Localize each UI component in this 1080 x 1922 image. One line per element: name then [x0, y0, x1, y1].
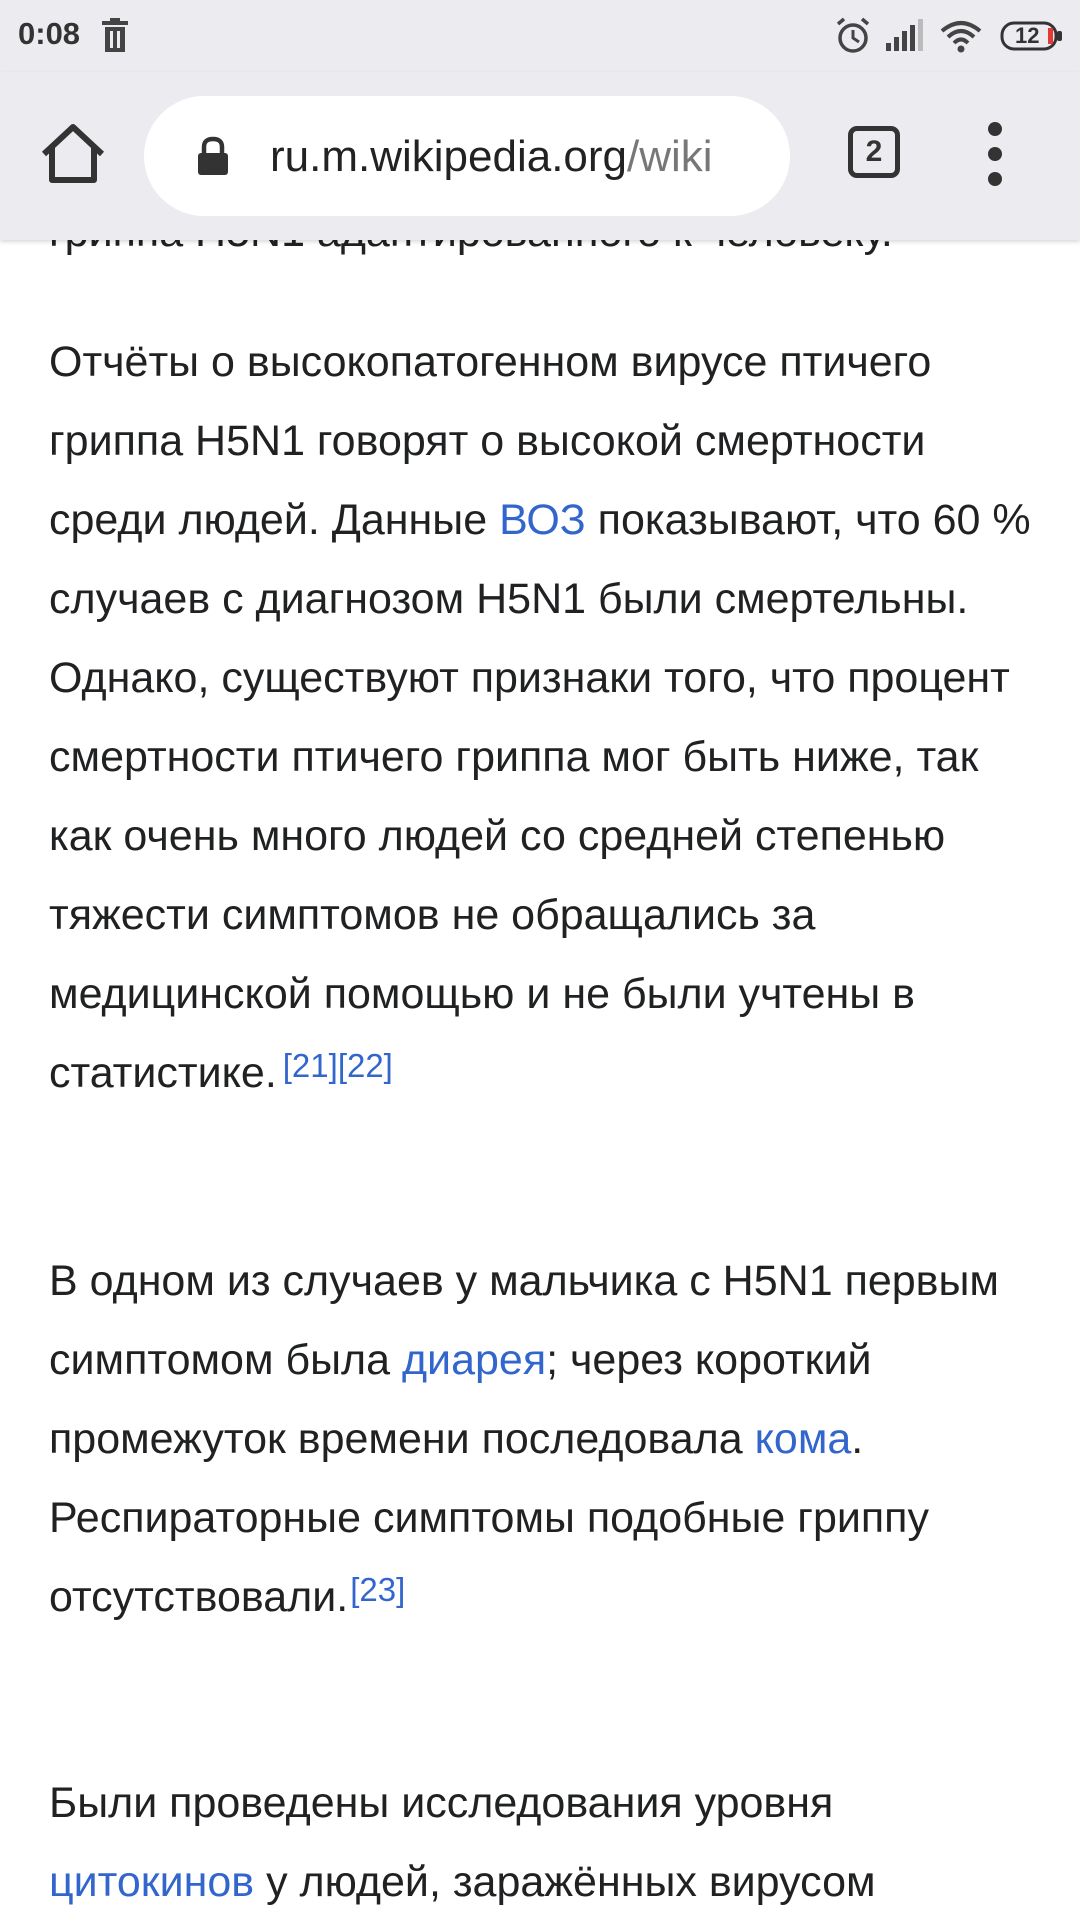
paragraph-text: ; через короткий промежуток времени последовала	[49, 1336, 872, 1463]
home-icon	[38, 122, 108, 186]
wifi-icon	[940, 14, 982, 58]
url-host: ru.m.wikipedia.org	[270, 132, 628, 181]
browser-toolbar	[0, 72, 1080, 240]
paragraph-cytokines	[49, 1764, 1039, 1922]
more-vert-icon[interactable]	[980, 118, 1010, 190]
reference-22[interactable]: [22]	[337, 1047, 393, 1084]
battery-level: 12	[1015, 23, 1040, 48]
paragraph-text: показывают, что 60 % случаев с диагнозом H5N1 были смертельны. Однако, существуют признаки того, что процент смертности птичего гриппа мог быть ниже, так как очень много людей со средней степенью тяжести симптомов не обращались за медицинской помощью и не были учтены в статистике.	[49, 496, 1031, 1097]
paragraph-text: Отчёты о высокопатогенном вирусе птичего гриппа H5N1 говорят о высокой смертности среди людей. Данные	[49, 338, 932, 544]
trash-icon	[100, 14, 130, 58]
link-who[interactable]: ВОЗ	[499, 496, 586, 544]
paragraph-boy-case	[49, 1242, 1039, 1637]
link-coma[interactable]: кома	[754, 1415, 852, 1463]
tabs-button[interactable]	[848, 126, 900, 178]
menu-dot	[988, 122, 1002, 136]
paragraph-mortality	[49, 323, 1039, 1113]
reference-21[interactable]: [21]	[282, 1047, 338, 1084]
url-path: /wiki	[627, 132, 713, 181]
url-text	[270, 132, 713, 182]
signal-icon	[884, 14, 924, 58]
paragraph-text: у людей, заражённых вирусом	[254, 1858, 876, 1906]
menu-dot	[988, 172, 1002, 186]
home-button[interactable]	[38, 122, 108, 186]
menu-dot	[988, 147, 1002, 161]
address-bar[interactable]	[144, 96, 790, 216]
battery-icon	[1000, 14, 1040, 58]
link-diarrhea[interactable]: диарея	[401, 1336, 547, 1384]
alarm-icon	[834, 14, 872, 58]
reference-23[interactable]: [23]	[350, 1571, 406, 1608]
paragraph-text: Были проведены исследования уровня	[49, 1779, 834, 1827]
status-bar	[0, 0, 1080, 72]
paragraph-text: В одном из случаев у мальчика с H5N1 первым симптомом была	[49, 1257, 999, 1384]
paragraph-text: . Респираторные симптомы подобные гриппу отсутствовали.	[49, 1415, 929, 1621]
tab-count: 2	[865, 135, 883, 168]
status-time: 0:08	[18, 16, 81, 51]
link-cytokines[interactable]: цитокинов	[49, 1858, 255, 1906]
lock-icon	[196, 136, 230, 176]
